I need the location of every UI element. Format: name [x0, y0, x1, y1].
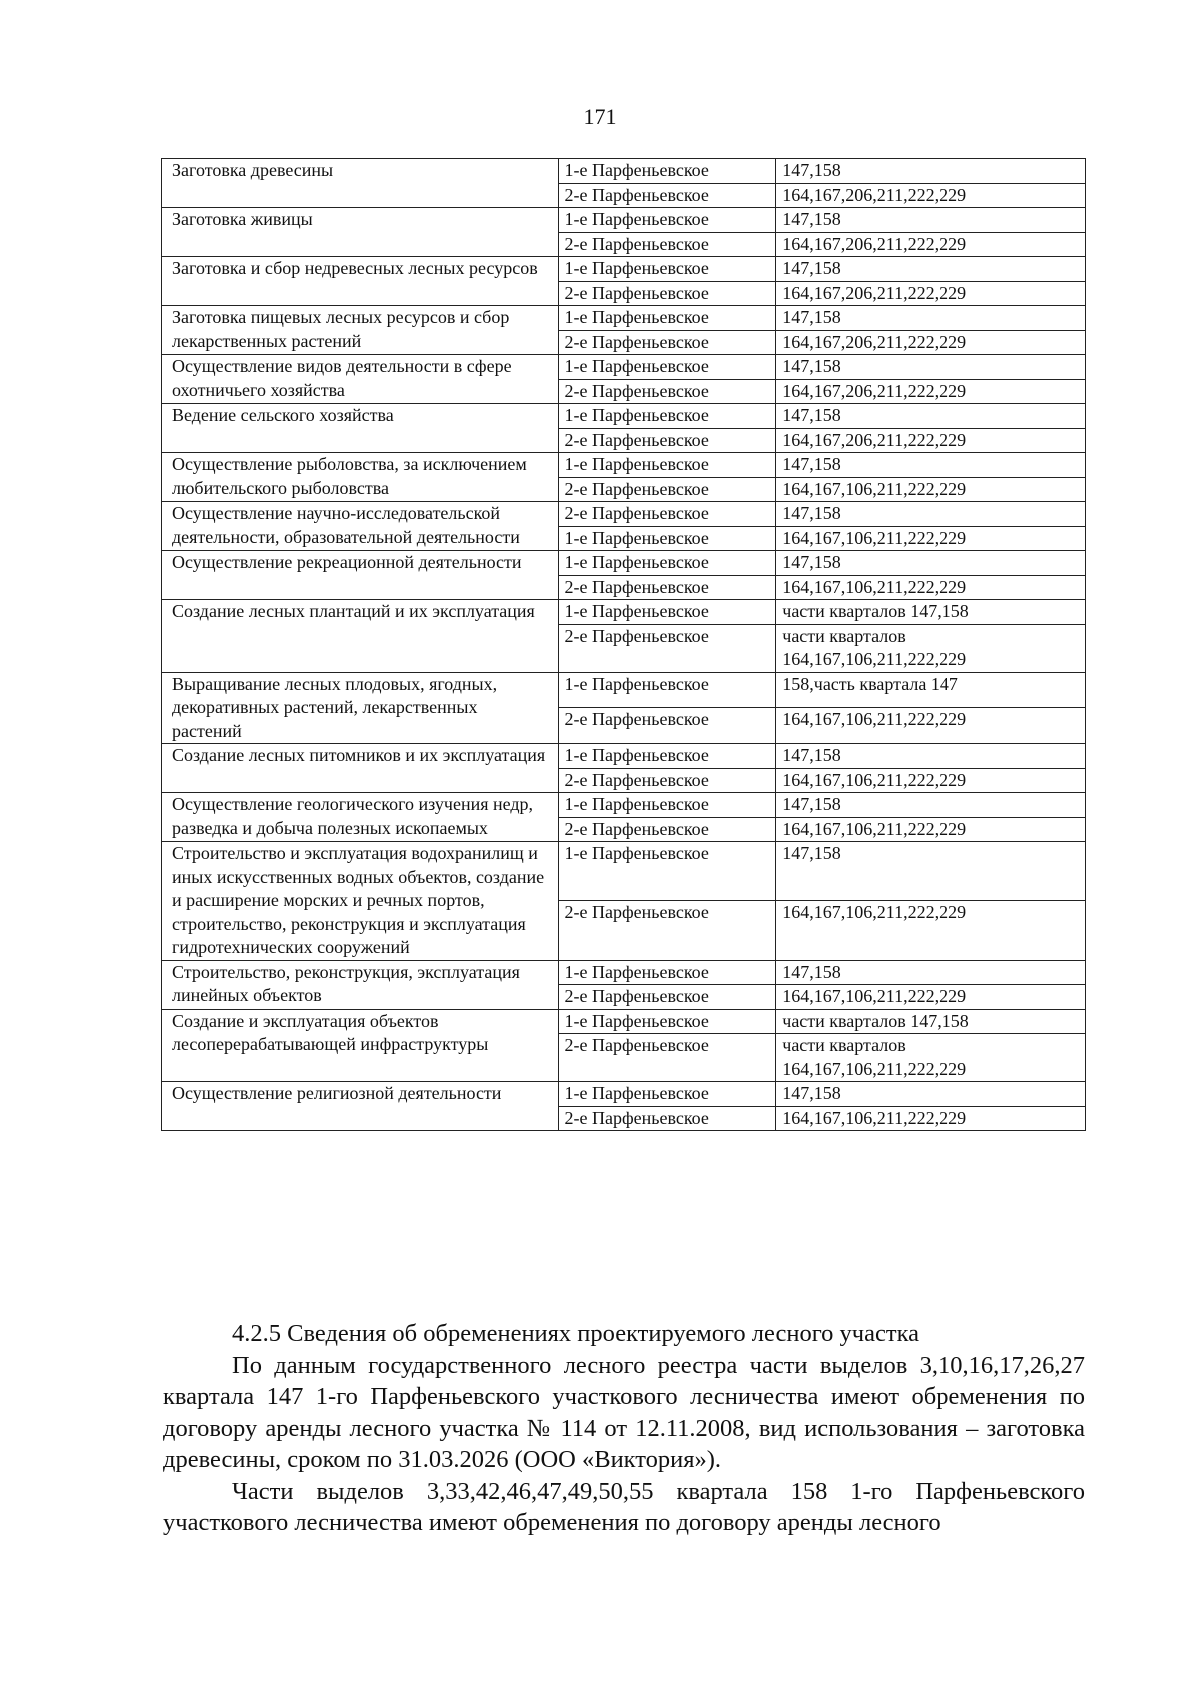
quarters-cell: 147,158	[776, 793, 1086, 818]
quarters-cell: 147,158	[776, 960, 1086, 985]
table-row	[162, 793, 1086, 818]
activity-cell: Осуществление рекреационной деятельности	[162, 551, 559, 600]
activity-cell: Осуществление религиозной деятельности	[162, 1082, 559, 1131]
quarters-cell: 164,167,106,211,222,229	[776, 985, 1086, 1010]
table-row	[162, 502, 1086, 527]
forestry-cell: 1-е Парфеньевское	[558, 453, 776, 478]
forestry-cell: 2-е Парфеньевское	[558, 817, 776, 842]
activity-cell: Осуществление рыболовства, за исключением любительского рыболовства	[162, 453, 559, 502]
forestry-cell: 2-е Парфеньевское	[558, 624, 776, 672]
table-row	[162, 306, 1086, 331]
table-row	[162, 355, 1086, 380]
forestry-cell: 1-е Парфеньевское	[558, 1009, 776, 1034]
quarters-cell: 147,158	[776, 842, 1086, 901]
table-row	[162, 842, 1086, 901]
forestry-cell: 1-е Парфеньевское	[558, 526, 776, 551]
quarters-cell: 147,158	[776, 355, 1086, 380]
quarters-cell: 147,158	[776, 453, 1086, 478]
quarters-cell: 164,167,106,211,222,229	[776, 526, 1086, 551]
quarters-cell: 164,167,106,211,222,229	[776, 1106, 1086, 1131]
forestry-cell: 2-е Парфеньевское	[558, 379, 776, 404]
table-row	[162, 672, 1086, 708]
quarters-cell: 147,158	[776, 404, 1086, 429]
table-row	[162, 159, 1086, 184]
activity-cell: Заготовка и сбор недревесных лесных ресурсов	[162, 257, 559, 306]
activity-cell: Создание и эксплуатация объектов лесоперерабатывающей инфраструктуры	[162, 1009, 559, 1082]
table-row	[162, 600, 1086, 625]
forestry-cell: 2-е Парфеньевское	[558, 502, 776, 527]
activity-cell: Заготовка пищевых лесных ресурсов и сбор лекарственных растений	[162, 306, 559, 355]
activity-cell: Выращивание лесных плодовых, ягодных, декоративных растений, лекарственных растений	[162, 672, 559, 744]
forestry-cell: 1-е Парфеньевское	[558, 744, 776, 769]
activity-cell: Осуществление видов деятельности в сфере охотничьего хозяйства	[162, 355, 559, 404]
quarters-cell: 147,158	[776, 159, 1086, 184]
quarters-cell: 164,167,206,211,222,229	[776, 428, 1086, 453]
forestry-cell: 2-е Парфеньевское	[558, 575, 776, 600]
quarters-cell: 164,167,206,211,222,229	[776, 183, 1086, 208]
activity-cell: Заготовка древесины	[162, 159, 559, 208]
quarters-cell: части кварталов 147,158	[776, 1009, 1086, 1034]
quarters-cell: 147,158	[776, 208, 1086, 233]
quarters-cell: 147,158	[776, 257, 1086, 282]
paragraph: По данным государственного лесного реестра части выделов 3,10,16,17,26,27 квартала 147 1-го Парфеньевского участкового лесничества имеют обременения по договору аренды лесного участка № 114 от 12.11.2008, вид использования – заготовка древесины, сроком по 31.03.2026 (ООО «Виктория»).	[163, 1351, 1085, 1473]
quarters-cell: 147,158	[776, 306, 1086, 331]
table-row	[162, 960, 1086, 985]
activity-cell: Заготовка живицы	[162, 208, 559, 257]
land-use-table	[161, 158, 1086, 1131]
activity-cell: Создание лесных плантаций и их эксплуатация	[162, 600, 559, 673]
forestry-cell: 1-е Парфеньевское	[558, 208, 776, 233]
forestry-cell: 2-е Парфеньевское	[558, 1034, 776, 1082]
table-row	[162, 1009, 1086, 1034]
page-number: 171	[583, 104, 617, 129]
paragraph: Части выделов 3,33,42,46,47,49,50,55 квартала 158 1-го Парфеньевского участкового лесничества имеют обременения по договору аренды лесного	[163, 1477, 1085, 1536]
forestry-cell: 1-е Парфеньевское	[558, 672, 776, 708]
quarters-cell: 164,167,206,211,222,229	[776, 330, 1086, 355]
table-row	[162, 208, 1086, 233]
activity-cell: Ведение сельского хозяйства	[162, 404, 559, 453]
encumbrance-section	[163, 1318, 1085, 1539]
forestry-cell: 2-е Парфеньевское	[558, 428, 776, 453]
quarters-cell: 164,167,206,211,222,229	[776, 379, 1086, 404]
forestry-cell: 2-е Парфеньевское	[558, 330, 776, 355]
quarters-cell: 147,158	[776, 551, 1086, 576]
quarters-cell: 164,167,106,211,222,229	[776, 477, 1086, 502]
forestry-cell: 1-е Парфеньевское	[558, 159, 776, 184]
forestry-cell: 2-е Парфеньевское	[558, 985, 776, 1010]
table-body	[162, 159, 1086, 1131]
quarters-cell: 158,часть квартала 147	[776, 672, 1086, 708]
table-row	[162, 1082, 1086, 1107]
quarters-cell: части кварталов 164,167,106,211,222,229	[776, 624, 1086, 672]
forestry-cell: 1-е Парфеньевское	[558, 842, 776, 901]
quarters-cell: 164,167,106,211,222,229	[776, 817, 1086, 842]
table-row	[162, 257, 1086, 282]
activity-cell: Строительство и эксплуатация водохранилищ и иных искусственных водных объектов, создание и расширение морских и речных портов, строительство, реконструкция и эксплуатация гидротехнических сооружений	[162, 842, 559, 961]
forestry-cell: 1-е Парфеньевское	[558, 306, 776, 331]
forestry-cell: 2-е Парфеньевское	[558, 708, 776, 744]
activity-cell: Осуществление геологического изучения недр, разведка и добыча полезных ископаемых	[162, 793, 559, 842]
section-heading: 4.2.5 Сведения об обременениях проектируемого лесного участка	[232, 1320, 919, 1347]
quarters-cell: 164,167,106,211,222,229	[776, 901, 1086, 960]
table-row	[162, 551, 1086, 576]
table-row	[162, 404, 1086, 429]
quarters-cell: части кварталов 147,158	[776, 600, 1086, 625]
forestry-cell: 1-е Парфеньевское	[558, 257, 776, 282]
forestry-cell: 1-е Парфеньевское	[558, 1082, 776, 1107]
forestry-cell: 1-е Парфеньевское	[558, 355, 776, 380]
quarters-cell: 147,158	[776, 1082, 1086, 1107]
forestry-cell: 1-е Парфеньевское	[558, 404, 776, 429]
table-row	[162, 453, 1086, 478]
quarters-cell: 147,158	[776, 744, 1086, 769]
quarters-cell: части кварталов 164,167,106,211,222,229	[776, 1034, 1086, 1082]
quarters-cell: 164,167,106,211,222,229	[776, 708, 1086, 744]
table-row	[162, 744, 1086, 769]
activity-cell: Строительство, реконструкция, эксплуатация линейных объектов	[162, 960, 559, 1009]
quarters-cell: 164,167,106,211,222,229	[776, 575, 1086, 600]
forestry-cell: 2-е Парфеньевское	[558, 768, 776, 793]
quarters-cell: 164,167,206,211,222,229	[776, 232, 1086, 257]
quarters-cell: 147,158	[776, 502, 1086, 527]
forestry-cell: 2-е Парфеньевское	[558, 901, 776, 960]
activity-cell: Осуществление научно-исследовательской деятельности, образовательной деятельности	[162, 502, 559, 551]
forestry-cell: 1-е Парфеньевское	[558, 551, 776, 576]
activity-cell: Создание лесных питомников и их эксплуатация	[162, 744, 559, 793]
forestry-cell: 1-е Парфеньевское	[558, 960, 776, 985]
forestry-cell: 2-е Парфеньевское	[558, 1106, 776, 1131]
quarters-cell: 164,167,106,211,222,229	[776, 768, 1086, 793]
forestry-cell: 2-е Парфеньевское	[558, 281, 776, 306]
forestry-cell: 2-е Парфеньевское	[558, 232, 776, 257]
forestry-cell: 1-е Парфеньевское	[558, 600, 776, 625]
forestry-cell: 2-е Парфеньевское	[558, 477, 776, 502]
forestry-cell: 2-е Парфеньевское	[558, 183, 776, 208]
forestry-cell: 1-е Парфеньевское	[558, 793, 776, 818]
quarters-cell: 164,167,206,211,222,229	[776, 281, 1086, 306]
